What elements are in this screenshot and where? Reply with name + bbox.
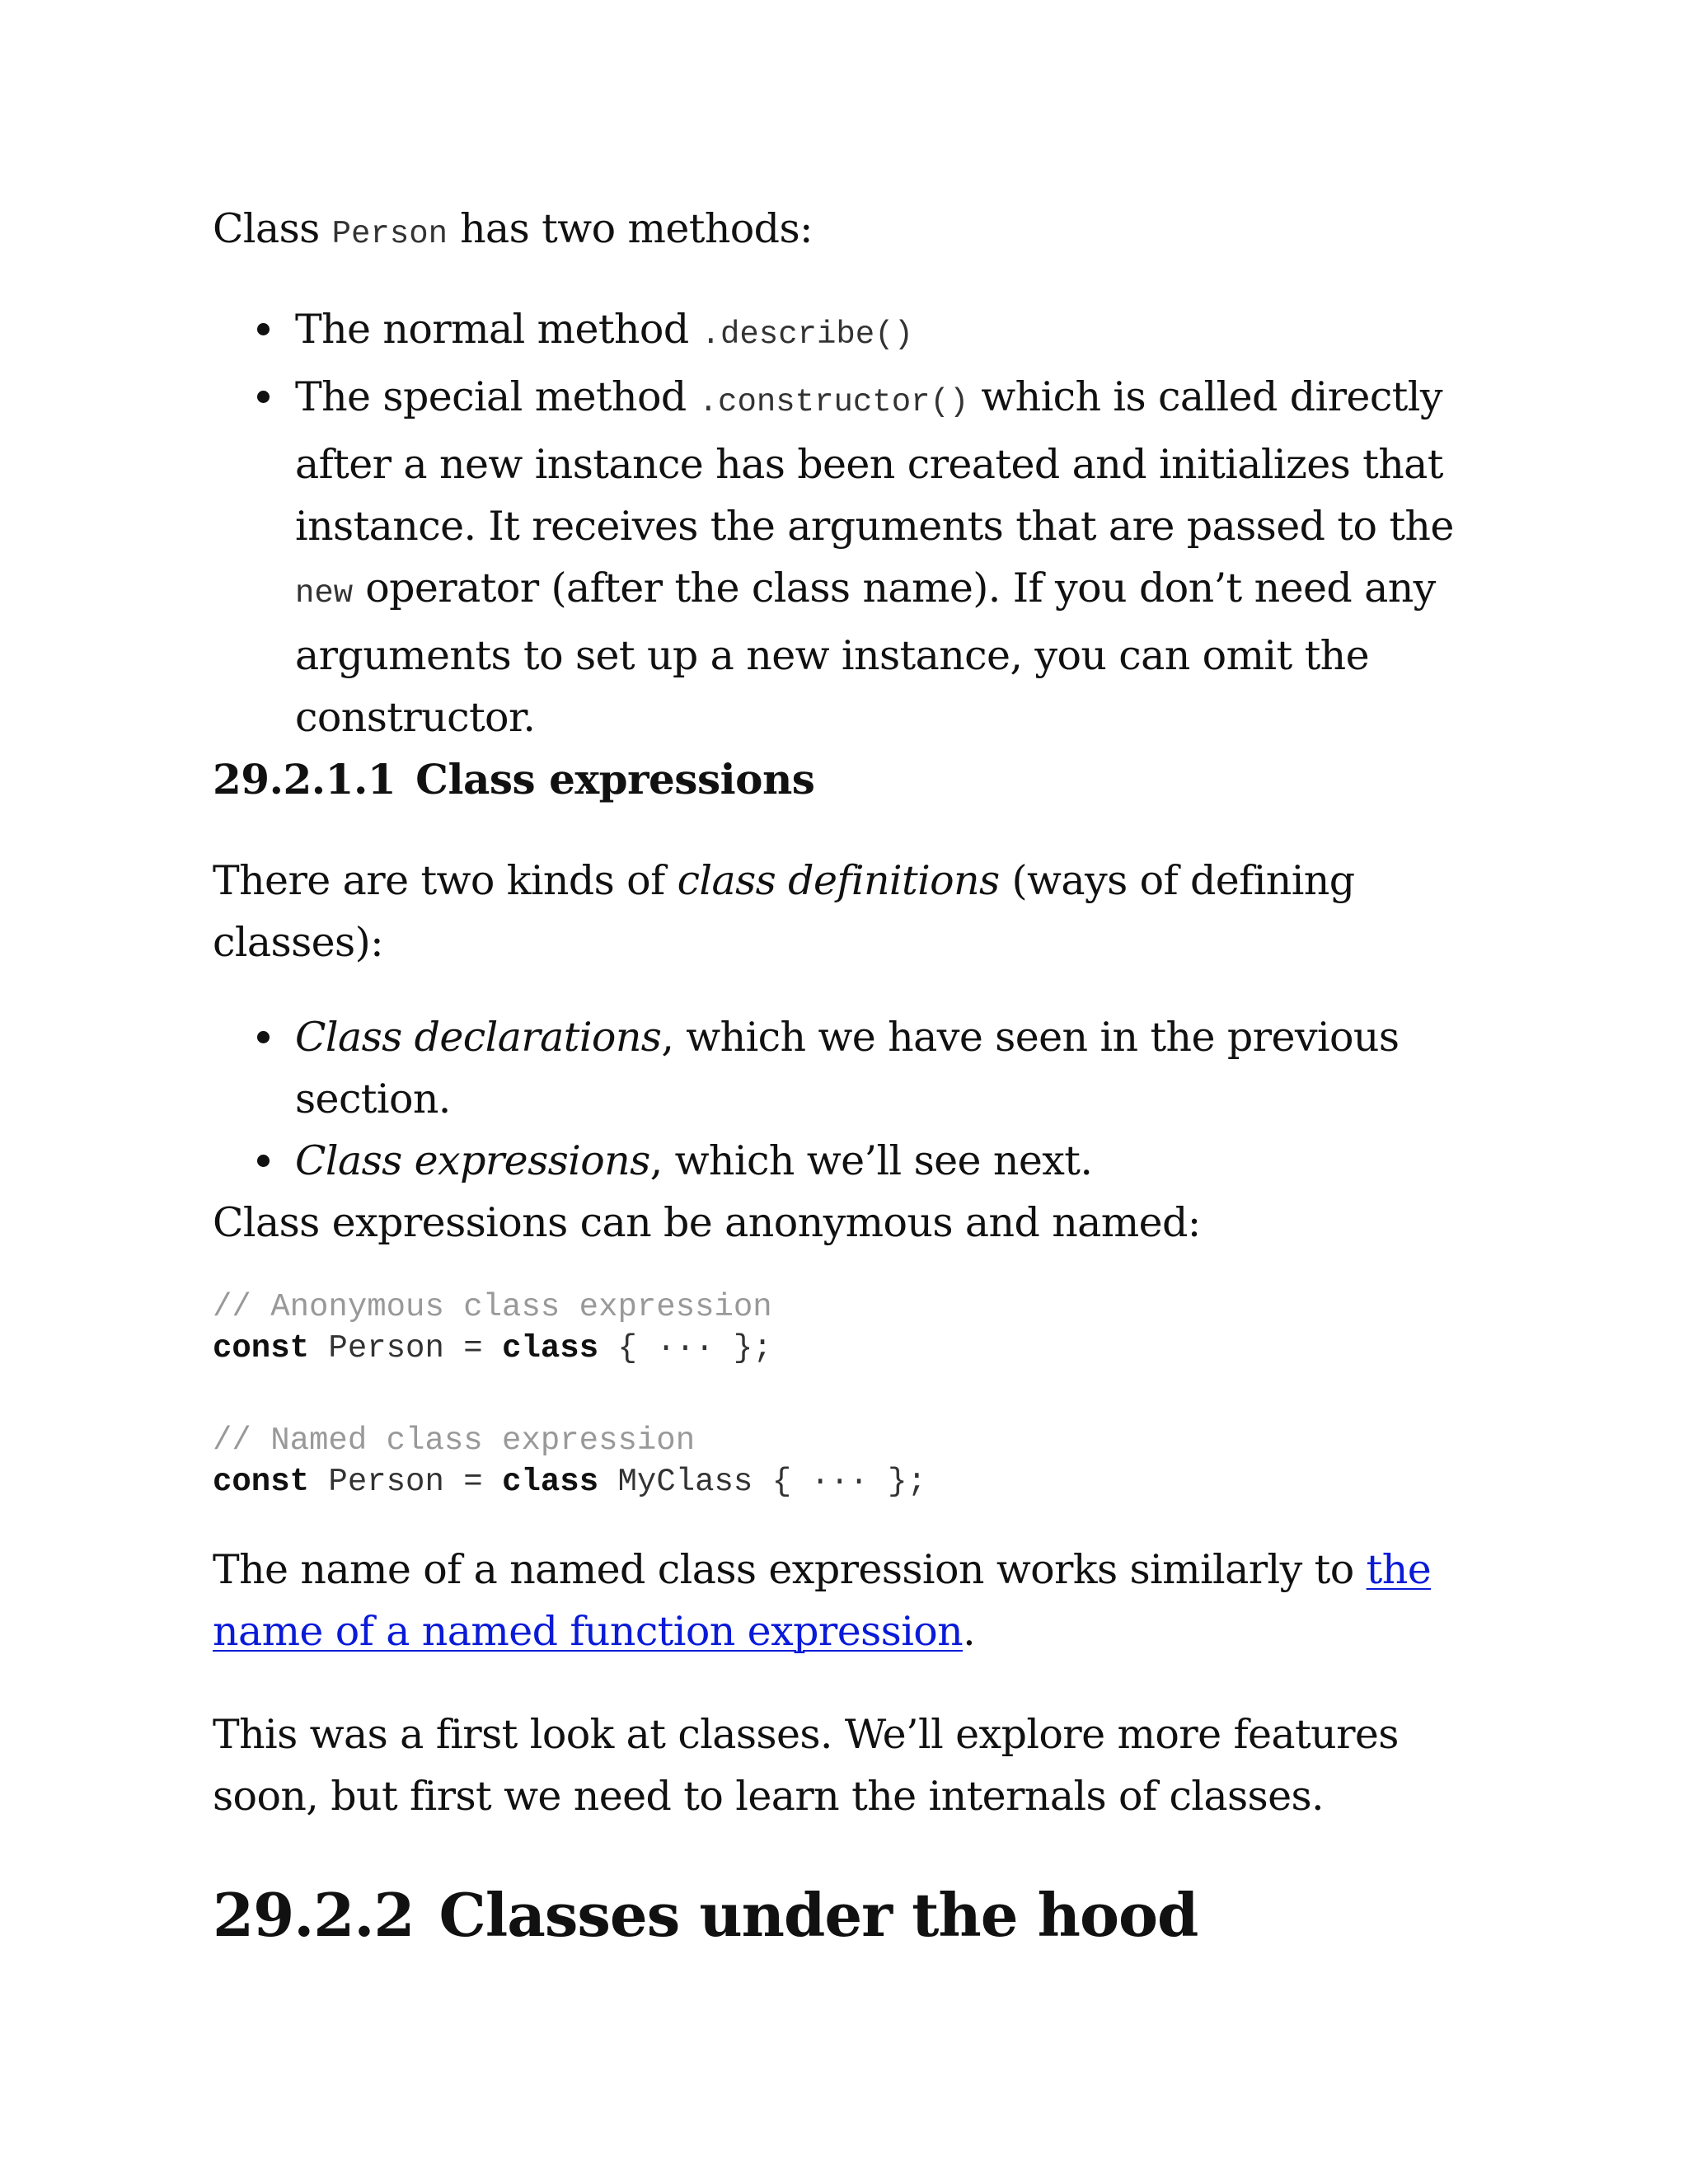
definitions-text-end: (ways of defining classes): xyxy=(213,857,1355,966)
bullet-icon xyxy=(257,1031,270,1043)
list-item-text: operator (after the class name). If you don’t need any arguments to set up a new instance, you can omit the constructor. xyxy=(295,565,1436,741)
methods-list xyxy=(213,298,1482,748)
code-keyword: const xyxy=(213,1330,310,1366)
list-item-expressions xyxy=(295,1130,1482,1192)
intro-paragraph xyxy=(213,198,1482,265)
subsection-number: 29.2.1.1 xyxy=(213,755,396,804)
named-function-expression-link[interactable]: the name of a named function expression xyxy=(213,1546,1432,1655)
definitions-emphasis: class definitions xyxy=(677,857,1000,904)
inline-code-person: Person xyxy=(331,216,448,252)
named-expression-paragraph xyxy=(213,1539,1482,1662)
code-blank-line xyxy=(213,1369,1482,1420)
list-item-text: The normal method xyxy=(295,306,701,353)
code-text: Person = xyxy=(309,1330,503,1366)
expressions-paragraph: Class expressions can be anonymous and named: xyxy=(213,1199,1201,1246)
subsection-title: Class expressions xyxy=(415,755,815,804)
code-keyword: class xyxy=(502,1464,599,1500)
intro-text-end: has two methods: xyxy=(448,205,813,252)
list-item-declarations xyxy=(295,1006,1482,1130)
named-text-start: The name of a named class expression works similarly to xyxy=(213,1546,1367,1593)
code-text: Person = xyxy=(309,1464,503,1500)
definitions-list xyxy=(213,1006,1482,1192)
list-item-emphasis: Class declarations xyxy=(295,1014,662,1061)
list-item-text: which is called directly after a new instance has been created and initializes that instance. It receives the arguments that are passed to the xyxy=(295,373,1454,550)
code-block xyxy=(213,1286,1482,1502)
list-item-constructor xyxy=(295,366,1482,748)
bullet-icon xyxy=(257,1155,270,1167)
code-text: MyClass { ··· }; xyxy=(598,1464,926,1500)
section-number: 29.2.2 xyxy=(213,1880,415,1950)
bullet-icon xyxy=(257,323,270,335)
definitions-paragraph xyxy=(213,850,1482,973)
code-line xyxy=(213,1461,1482,1502)
code-keyword: const xyxy=(213,1464,310,1500)
list-item-describe xyxy=(295,298,1482,366)
list-item-emphasis: Class expressions xyxy=(295,1137,650,1184)
code-text: { ··· }; xyxy=(598,1330,772,1366)
bullet-icon xyxy=(257,391,270,403)
document-page xyxy=(213,198,1482,1952)
list-item-text: , which we have seen in the previous section. xyxy=(295,1014,1400,1122)
inline-code-constructor: .constructor() xyxy=(698,384,969,420)
code-keyword: class xyxy=(502,1330,599,1366)
subsection-heading xyxy=(213,748,1482,810)
section-heading xyxy=(213,1878,1482,1952)
named-text-end: . xyxy=(963,1608,976,1655)
inline-code-new: new xyxy=(295,575,354,612)
inline-code-describe: .describe() xyxy=(701,316,914,353)
definitions-text-start: There are two kinds of xyxy=(213,857,678,904)
code-comment: // Named class expression xyxy=(213,1422,696,1459)
code-comment: // Anonymous class expression xyxy=(213,1289,772,1325)
intro-text-start: Class xyxy=(213,205,332,252)
code-line xyxy=(213,1328,1482,1369)
first-look-paragraph: This was a first look at classes. We’ll explore more features soon, but first we need to learn the internals of classes. xyxy=(213,1711,1399,1820)
list-item-text: The special method xyxy=(295,373,699,420)
list-item-text: , which we’ll see next. xyxy=(649,1137,1093,1184)
section-title: Classes under the hood xyxy=(438,1880,1198,1950)
